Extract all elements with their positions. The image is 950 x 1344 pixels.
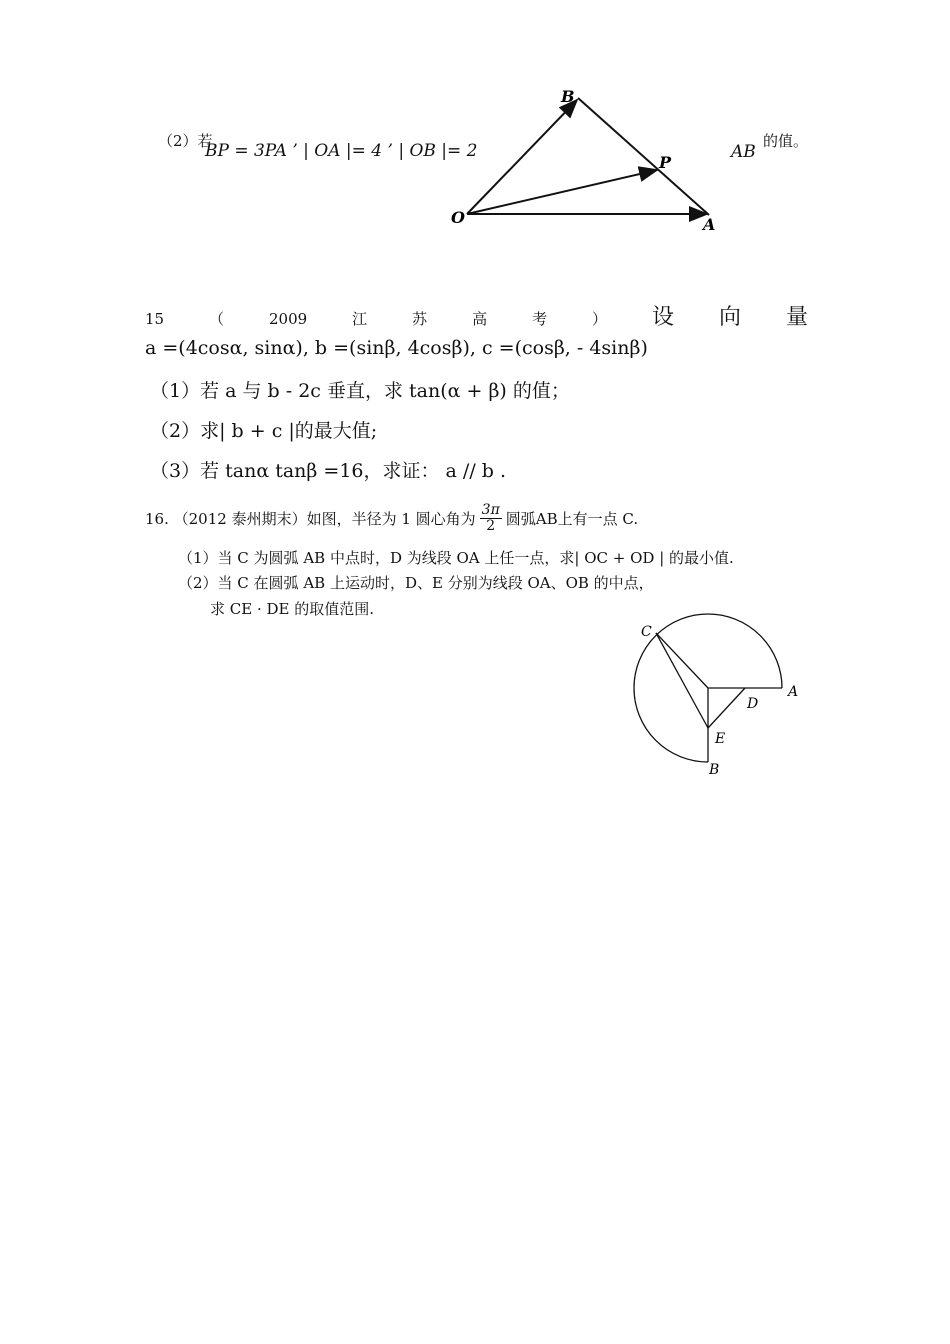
label-a: A bbox=[703, 215, 716, 234]
label-b: B bbox=[561, 87, 575, 106]
p16-question-1: （1）当 C 为圆弧 AB 中点时，D 为线段 OA 上任一点，求| OC + OD | 的最小值. bbox=[178, 549, 734, 567]
p16-intro-b: 圆弧AB上有一点 C. bbox=[505, 510, 639, 529]
p15-question-3: （3）若 tanα tanβ =16，求证： a // b . bbox=[150, 460, 507, 482]
label-e: E bbox=[715, 731, 726, 747]
segment-de bbox=[708, 688, 745, 728]
p15-hw: 向 bbox=[718, 305, 741, 330]
p14-ab: AB bbox=[731, 142, 756, 162]
label-c: C bbox=[641, 624, 652, 640]
p15-question-2: （2）求| b + c |的最大值; bbox=[150, 420, 378, 442]
label-p: P bbox=[659, 153, 672, 172]
p15-vectors-line: a =(4cosα, sinα), b =(sinβ, 4cosβ), c =(cosβ, - 4sinβ) bbox=[145, 337, 648, 359]
label-o: O bbox=[451, 208, 465, 227]
segment-ba bbox=[578, 98, 709, 215]
p15-hw: 考 bbox=[532, 310, 548, 328]
label-a: A bbox=[788, 684, 799, 700]
p15-hw: 设 bbox=[652, 305, 675, 330]
p15-hw: 江 bbox=[352, 310, 368, 328]
p15-hw: 量 bbox=[785, 305, 808, 330]
segment-op bbox=[467, 170, 657, 214]
p15-hw: ） bbox=[592, 310, 608, 328]
p15-header bbox=[145, 300, 808, 331]
p15-num: 15 bbox=[145, 310, 165, 328]
p15-hw: 高 bbox=[472, 310, 488, 328]
label-d: D bbox=[747, 696, 759, 712]
p16-intro-a: 16. （2012 泰州期末）如图，半径为 1 圆心角为 bbox=[145, 510, 476, 529]
p16-question-2b: 求 CE · DE 的取值范围. bbox=[210, 600, 375, 618]
p15-hw: 苏 bbox=[412, 310, 428, 328]
p15-hw: （ bbox=[209, 310, 225, 328]
p16-intro bbox=[145, 503, 638, 535]
p14-condition: BP = 3PA ’ | OA |= 4 ’ | OB |= 2 bbox=[205, 141, 478, 161]
p14-part2-prefix: （2）若 bbox=[158, 132, 213, 150]
p16-frac-den: 2 bbox=[486, 518, 496, 535]
p15-hw: 2009 bbox=[269, 310, 308, 328]
p14-suffix: 的值。 bbox=[763, 132, 809, 150]
segment-ob bbox=[467, 100, 577, 214]
p14-triangle-figure bbox=[445, 82, 735, 237]
p16-frac-num: 3π bbox=[481, 502, 500, 518]
p16-fraction bbox=[480, 503, 502, 535]
p16-arc-figure bbox=[625, 610, 810, 785]
p15-question-1: （1）若 a 与 b - 2c 垂直，求 tan(α + β) 的值； bbox=[150, 380, 570, 402]
label-b: B bbox=[709, 762, 720, 778]
p16-question-2a: （2）当 C 在圆弧 AB 上运动时，D、E 分别为线段 OA、OB 的中点， bbox=[178, 574, 654, 592]
